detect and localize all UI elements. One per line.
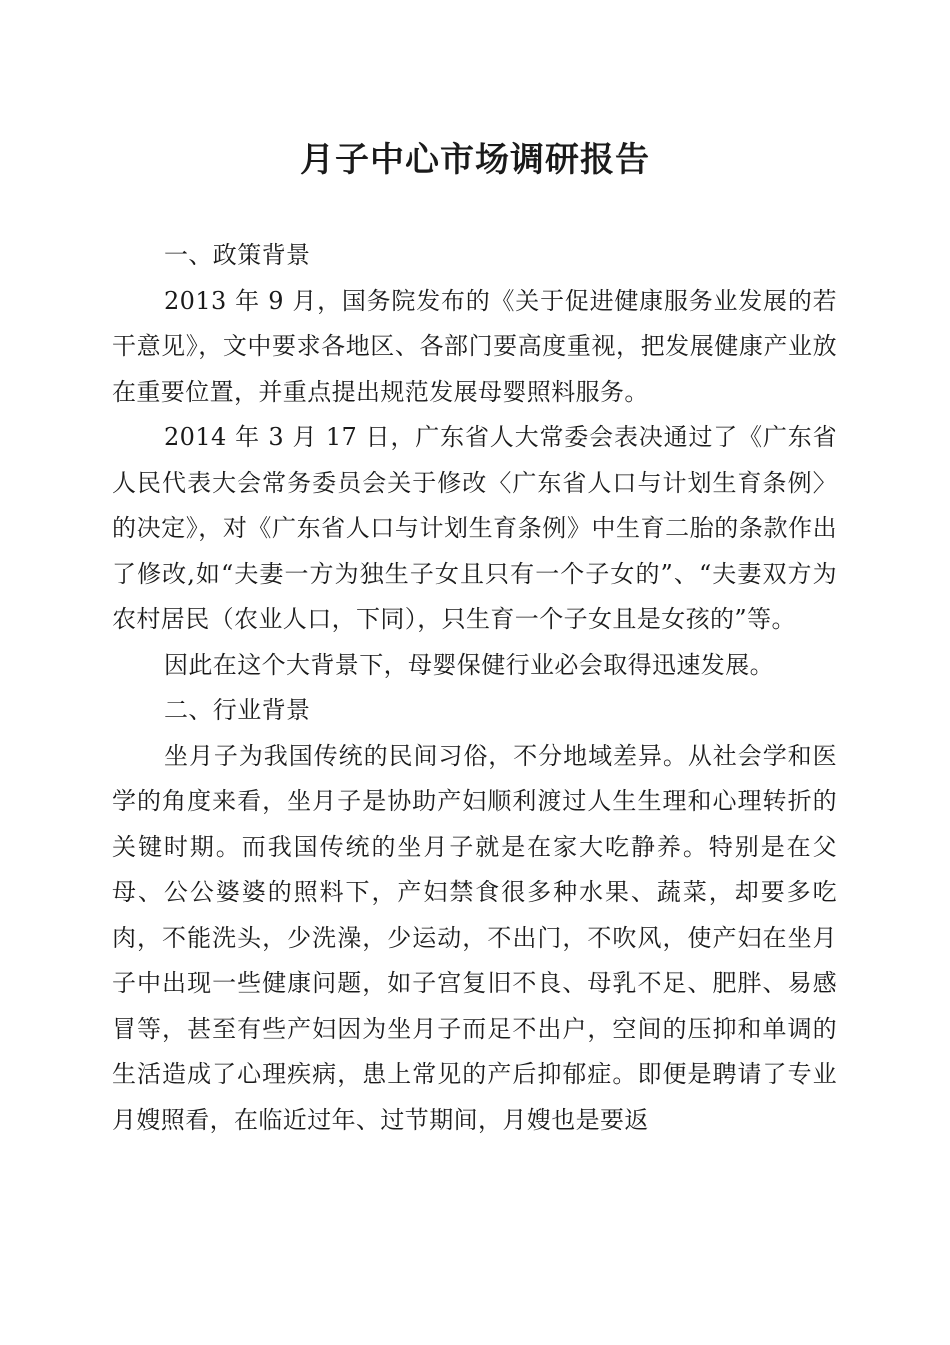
paragraph: 坐月子为我国传统的民间习俗，不分地域差异。从社会学和医学的角度来看，坐月子是协助产妇顺利渡过人生生理和心理转折的关键时期。而我国传统的坐月子就是在家大吃静养。特别是在父母、公公婆婆的照料下，产妇禁食很多种水果、蔬菜，却要多吃肉，不能洗头，少洗澡，少运动，不出门，不吹风，使产妇在坐月子中出现一些健康问题，如子宫复旧不良、母乳不足、肥胖、易感冒等，甚至有些产妇因为坐月子而足不出户，空间的压抑和单调的生活造成了心理疾病，患上常见的产后抑郁症。即便是聘请了专业月嫂照看，在临近过年、过节期间，月嫂也是要返	[112, 741, 837, 1134]
document-body	[112, 233, 837, 1143]
paragraph: 因此在这个大背景下，母婴保健行业必会取得迅速发展。	[164, 650, 774, 679]
section-heading-industry: 二、行业背景	[164, 696, 311, 724]
paragraph: 2014 年 3 月 17 日，广东省人大常委会表决通过了《广东省人民代表大会常务委员会关于修改〈广东省人口与计划生育条例〉的决定》，对《广东省人口与计划生育条例》中生育二胎的条款作出了修改,如“夫妻一方为独生子女且只有一个子女的”、“夫妻双方为农村居民（农业人口，下同），只生育一个子女且是女孩的”等。	[112, 423, 837, 633]
paragraph: 2013 年 9 月，国务院发布的《关于促进健康服务业发展的若干意见》，文中要求各地区、各部门要高度重视，把发展健康产业放在重要位置，并重点提出规范发展母婴照料服务。	[112, 286, 837, 406]
document-title: 月子中心市场调研报告	[300, 140, 650, 180]
section-heading-policy: 一、政策背景	[164, 241, 311, 269]
